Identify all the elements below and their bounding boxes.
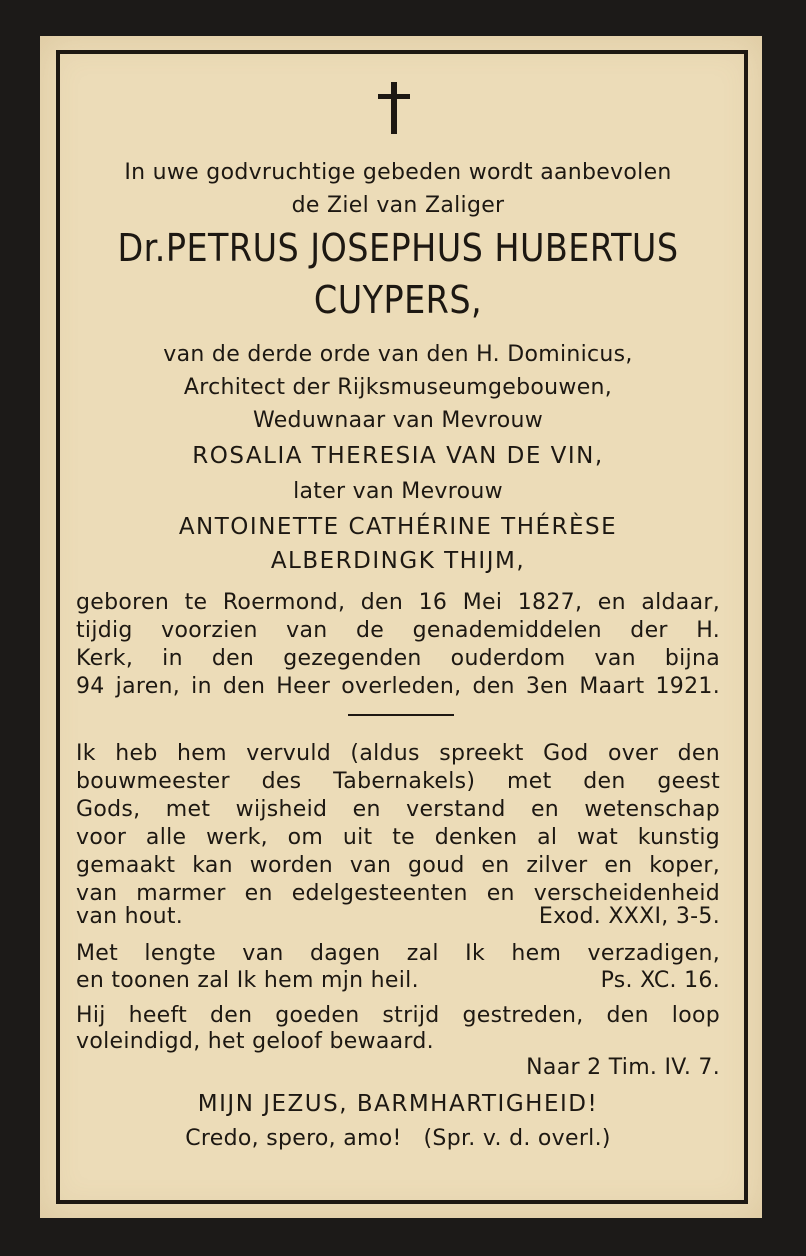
quote-2-text: en toonen zal Ik hem mjn heil. — [76, 968, 419, 993]
spouse-2-name-line-2: ALBERDINGK THIJM, — [270, 548, 526, 574]
motto: Credo, spero, amo! (Spr. v. d. overl.) — [185, 1126, 611, 1151]
deceased-name-line-1: Dr.PETRUS JOSEPHUS HUBERTUS — [117, 226, 679, 270]
closing-prayer: MIJN JEZUS, BARMHARTIGHEID! — [197, 1091, 599, 1117]
quote-3-line-2: voleindigd, het geloof bewaard. — [76, 1029, 434, 1054]
title-line-3: Weduwnaar van Mevrouw — [252, 408, 544, 433]
quote-1-line-2: bouwmeester des Tabernakels) met den geest — [76, 769, 720, 794]
quote-1-last-text: van hout. — [76, 904, 184, 929]
birth-line-4: 94 jaren, in den Heer overleden, den 3en Maart 1921. — [76, 674, 720, 699]
spouse-1-name: ROSALIA THERESIA VAN DE VIN, — [192, 443, 604, 469]
quote-1-line-5: gemaakt kan worden van goud en zilver en koper, — [76, 853, 720, 878]
spouse-2-name-line-1: ANTOINETTE CATHÉRINE THÉRÈSE — [178, 514, 618, 540]
quote-3-reference: Naar 2 Tim. IV. 7. — [526, 1055, 720, 1080]
quote-1-last-line — [76, 904, 720, 929]
section-divider — [348, 714, 454, 716]
birth-line-3: Kerk, in den gezegenden ouderdom van bijna — [76, 646, 720, 671]
title-line-5: later van Mevrouw — [293, 479, 503, 504]
title-line-2: Architect der Rijksmuseumgebouwen, — [183, 375, 613, 400]
cross-icon — [376, 82, 412, 134]
quote-1-line-6: van marmer en edelgesteenten en verscheidenheid — [76, 881, 720, 906]
intro-line-1: In uwe godvruchtige gebeden wordt aanbevolen — [124, 160, 672, 185]
quote-1-reference: Exod. XXXI, 3-5. — [538, 904, 720, 929]
quote-2-line-1: Met lengte van dagen zal Ik hem verzadigen, — [76, 941, 720, 966]
title-line-1: van de derde orde van den H. Dominicus, — [163, 342, 633, 367]
birth-line-1: geboren te Roermond, den 16 Mei 1827, en aldaar, — [76, 590, 720, 615]
birth-line-2: tijdig voorzien van de genademiddelen der H. — [76, 618, 720, 643]
intro-line-2: de Ziel van Zaliger — [291, 193, 505, 218]
quote-2-reference: Ps. XC. 16. — [600, 968, 720, 993]
quote-3-line-1: Hij heeft den goeden strijd gestreden, den loop — [76, 1003, 720, 1028]
quote-1-line-1: Ik heb hem vervuld (aldus spreekt God over den — [76, 741, 720, 766]
quote-2-line-2 — [76, 968, 720, 993]
deceased-name-line-2: CUYPERS, — [313, 278, 483, 322]
quote-1-line-4: voor alle werk, om uit te denken al wat kunstig — [76, 825, 720, 850]
quote-1-line-3: Gods, met wijsheid en verstand en wetenschap — [76, 797, 720, 822]
